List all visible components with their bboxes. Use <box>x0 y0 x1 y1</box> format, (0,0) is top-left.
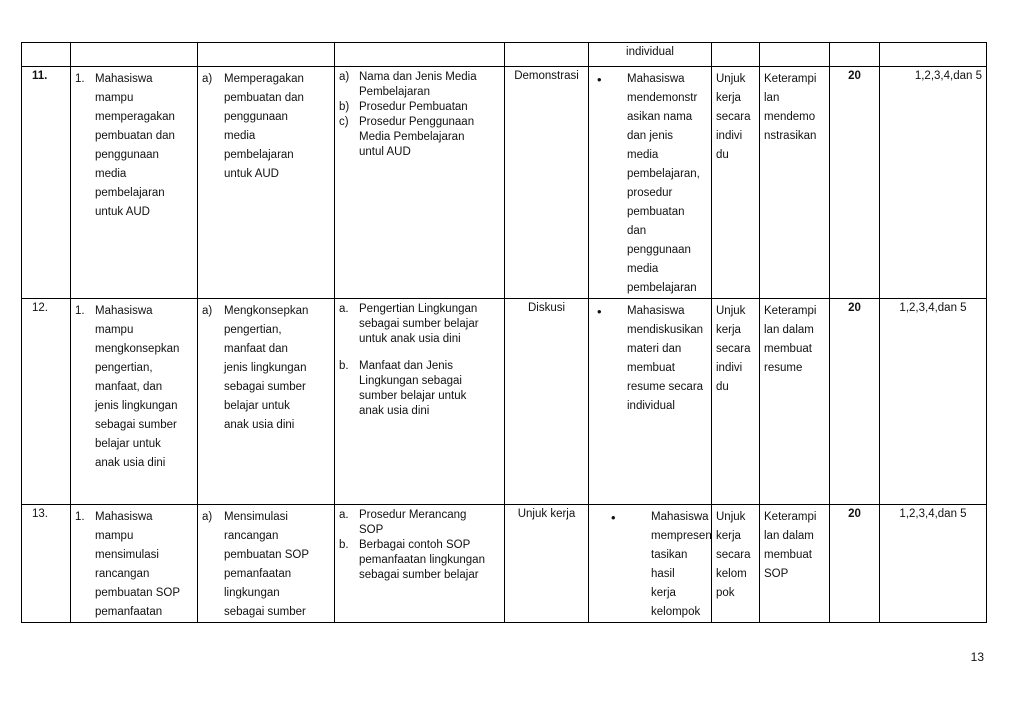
item-text <box>224 302 330 435</box>
text-line: materi dan <box>627 343 682 355</box>
text-line: kelom <box>716 568 747 580</box>
row-number: 11. <box>32 70 48 82</box>
text-line: Mensimulasi <box>224 511 288 523</box>
weight-cell: 20 <box>848 70 861 82</box>
numbered-item <box>75 302 193 473</box>
text-line: belajar untuk <box>95 438 161 450</box>
text-line: lingkungan <box>224 587 280 599</box>
text-line: Unjuk <box>716 305 746 317</box>
text-line: pembuatan <box>627 206 685 218</box>
text-line: individual <box>627 400 675 412</box>
item-text <box>359 115 500 160</box>
material-item <box>339 508 500 538</box>
text-line: tasikan hasil <box>651 549 688 580</box>
assessment-cell <box>760 299 829 378</box>
text-line: Pengertian Lingkungan <box>359 303 478 315</box>
text-line: Memperagakan <box>224 73 304 85</box>
item-text <box>359 538 500 583</box>
text-line: sebagai sumber <box>95 419 177 431</box>
text-line: mampu <box>95 92 134 104</box>
text-line: asikan nama <box>627 111 693 123</box>
text-line: media <box>224 130 256 142</box>
text-line: lan dalam <box>764 530 814 542</box>
item-marker: 1. <box>75 511 85 523</box>
item-text <box>95 70 193 222</box>
text-line: Mahasiswa <box>95 73 153 85</box>
text-line: pembelajaran <box>95 187 165 199</box>
text-line: Mahasiswa <box>95 511 153 523</box>
learning-experience-cell <box>589 505 711 622</box>
text-line: Nama dan Jenis Media <box>359 71 477 83</box>
text-line: mendemonstr <box>627 92 698 104</box>
indicator-item <box>202 302 330 435</box>
table-row-continuation <box>22 43 987 67</box>
text-line: Unjuk <box>716 511 746 523</box>
text-line: sumber belajar untuk <box>359 390 467 402</box>
text-line: lan <box>764 92 780 104</box>
text-line: mampu <box>95 530 134 542</box>
item-marker: b. <box>339 539 349 551</box>
final-ability-cell <box>71 299 197 473</box>
text-line: du <box>716 149 729 161</box>
text-line: kerja <box>651 587 676 599</box>
text-line: anak usia dini <box>359 405 430 417</box>
text-line: media <box>95 168 127 180</box>
text-line: indivi <box>716 130 743 142</box>
text-line: Berbagai contoh SOP <box>359 539 471 551</box>
text-line: pengertian, <box>95 362 153 374</box>
text-line: secara <box>716 549 751 561</box>
text-line: kerja <box>716 324 741 336</box>
text-line: memperagakan <box>95 111 175 123</box>
material-cell <box>335 299 504 419</box>
text-line: indivi <box>716 362 743 374</box>
text-line: rancangan <box>224 530 279 542</box>
method-cell: Demonstrasi <box>514 70 579 82</box>
item-marker: a) <box>202 73 213 85</box>
item-marker: a. <box>339 303 349 315</box>
text-line: pembelajaran <box>627 282 697 294</box>
text-line: sebagai sumber <box>224 606 306 618</box>
text-line: resume secara <box>627 381 704 393</box>
item-text <box>95 508 193 622</box>
text-line: pemanfaatan lingkungan <box>359 554 485 566</box>
item-marker: a) <box>202 305 213 317</box>
assessment-cell <box>760 505 829 584</box>
text-line: pengertian, <box>224 324 282 336</box>
item-text <box>359 70 500 100</box>
text-line: pok <box>716 587 735 599</box>
item-marker: b) <box>339 101 350 113</box>
text-line: pemanfaatan <box>224 568 292 580</box>
text-line: Keterampi <box>764 73 817 85</box>
criteria-cell <box>712 299 759 397</box>
text-line: jenis lingkungan <box>224 362 307 374</box>
indicator-item <box>202 70 330 184</box>
text-line: pembuatan SOP <box>95 587 181 599</box>
text-line: Mahasiswa <box>95 305 153 317</box>
text-line: kelompok <box>651 606 701 618</box>
text-line: Mahasiswa <box>627 73 685 85</box>
bullet-item <box>593 70 707 298</box>
text-line: membuat <box>764 549 812 561</box>
text-line: Prosedur Penggunaan <box>359 116 475 128</box>
text-line: manfaat, dan <box>95 381 163 393</box>
text-line: kerja <box>716 530 741 542</box>
text-line: media <box>627 149 659 161</box>
numbered-item <box>75 508 193 622</box>
item-text <box>224 508 330 622</box>
criteria-cell <box>712 505 759 603</box>
text-line: pembelajaran <box>224 149 294 161</box>
material-item <box>339 538 500 583</box>
text-line: rancangan <box>95 568 150 580</box>
material-cell <box>335 505 504 583</box>
text-line: Mahasiswa <box>651 511 709 523</box>
text-line: Manfaat dan Jenis <box>359 360 453 372</box>
continued-text: individual <box>626 46 674 58</box>
text-line: penggunaan <box>95 149 159 161</box>
text-line: pembuatan dan <box>224 92 304 104</box>
text-line: anak usia dini <box>224 419 295 431</box>
item-text <box>627 302 707 416</box>
reference-cell: 1,2,3,4,dan 5 <box>914 70 982 82</box>
bullet-item <box>593 302 707 416</box>
text-line: pemanfaatan <box>95 606 163 618</box>
weight-cell: 20 <box>848 302 861 314</box>
page-number: 13 <box>970 650 984 664</box>
text-line: sebagai sumber belajar <box>359 318 479 330</box>
text-line: Pembelajaran <box>359 86 430 98</box>
table-row <box>22 505 987 623</box>
item-text <box>359 508 500 538</box>
material-item <box>339 115 500 160</box>
item-marker: a) <box>202 511 213 523</box>
text-line: mensimulasi <box>95 549 159 561</box>
text-line: pembelajaran, <box>627 168 700 180</box>
numbered-item <box>75 70 193 222</box>
bullet-icon: • <box>597 304 602 319</box>
text-line: Prosedur Merancang <box>359 509 467 521</box>
text-line: nstrasikan <box>764 130 817 142</box>
item-text <box>224 70 330 184</box>
bullet-icon: • <box>611 510 616 525</box>
text-line: untuk anak usia dini <box>359 333 461 345</box>
material-item <box>339 100 500 115</box>
text-line: kerja <box>716 92 741 104</box>
material-item <box>339 302 500 347</box>
text-line: untul AUD <box>359 146 411 158</box>
method-cell: Diskusi <box>527 302 566 314</box>
final-ability-cell <box>71 505 197 622</box>
text-line: anak usia dini <box>95 457 166 469</box>
text-line: jenis lingkungan <box>95 400 178 412</box>
text-line: membuat <box>764 343 812 355</box>
table-row <box>22 67 987 299</box>
material-item <box>339 70 500 100</box>
indicator-item <box>202 508 330 622</box>
text-line: Mahasiswa <box>627 305 685 317</box>
text-line: membuat <box>627 362 675 374</box>
item-marker: c) <box>339 116 349 128</box>
assessment-cell <box>760 67 829 146</box>
learning-experience-cell <box>589 67 711 298</box>
bullet-icon: • <box>597 72 602 87</box>
text-line: media <box>627 263 659 275</box>
text-line: untuk AUD <box>95 206 150 218</box>
text-line: penggunaan <box>627 244 691 256</box>
text-line: belajar untuk <box>224 400 290 412</box>
bullet-item <box>593 508 712 622</box>
text-line: untuk AUD <box>224 168 279 180</box>
table-row <box>22 299 987 505</box>
reference-cell: 1,2,3,4,dan 5 <box>899 508 967 520</box>
text-line: SOP <box>359 524 384 536</box>
final-ability-cell <box>71 67 197 222</box>
text-line: Media Pembelajaran <box>359 131 465 143</box>
indicator-cell <box>198 67 334 184</box>
indicator-cell <box>198 505 334 622</box>
text-line: mempresen <box>651 530 712 542</box>
item-text <box>95 302 193 473</box>
item-marker: 1. <box>75 73 85 85</box>
learning-experience-cell <box>589 299 711 416</box>
text-line: mendemo <box>764 111 816 123</box>
row-number: 12. <box>32 302 48 314</box>
text-line: manfaat dan <box>224 343 288 355</box>
text-line: resume <box>764 362 803 374</box>
text-line: du <box>716 381 729 393</box>
text-line: Prosedur Pembuatan <box>359 101 468 113</box>
text-line: Lingkungan sebagai <box>359 375 462 387</box>
row-number: 13. <box>32 508 48 520</box>
item-text <box>627 70 707 298</box>
item-text <box>359 100 500 115</box>
item-text <box>359 359 500 419</box>
material-item <box>339 359 500 419</box>
text-line: SOP <box>764 568 789 580</box>
indicator-cell <box>198 299 334 435</box>
item-marker: b. <box>339 360 349 372</box>
item-marker: a. <box>339 509 349 521</box>
spacer <box>339 347 500 359</box>
text-line: lan dalam <box>764 324 814 336</box>
weight-cell: 20 <box>848 508 861 520</box>
text-line: Keterampi <box>764 511 817 523</box>
text-line: secara <box>716 111 751 123</box>
text-line: pembuatan dan <box>95 130 175 142</box>
material-cell <box>335 67 504 160</box>
text-line: prosedur <box>627 187 673 199</box>
text-line: dan <box>627 225 647 237</box>
text-line: sebagai sumber belajar <box>359 569 479 581</box>
item-text <box>359 302 500 347</box>
criteria-cell <box>712 67 759 165</box>
item-marker: 1. <box>75 305 85 317</box>
text-line: Keterampi <box>764 305 817 317</box>
text-line: secara <box>716 343 751 355</box>
method-cell: Unjuk kerja <box>517 508 576 520</box>
course-plan-table <box>21 42 987 623</box>
text-line: mampu <box>95 324 134 336</box>
text-line: mengkonsepkan <box>95 343 180 355</box>
text-line: penggunaan <box>224 111 288 123</box>
text-line: sebagai sumber <box>224 381 306 393</box>
text-line: mendiskusikan <box>627 324 704 336</box>
item-text <box>651 508 712 622</box>
reference-cell: 1,2,3,4,dan 5 <box>899 302 967 314</box>
item-marker: a) <box>339 71 350 83</box>
text-line: Unjuk <box>716 73 746 85</box>
text-line: pembuatan SOP <box>224 549 310 561</box>
text-line: Mengkonsepkan <box>224 305 309 317</box>
text-line: dan jenis <box>627 130 674 142</box>
